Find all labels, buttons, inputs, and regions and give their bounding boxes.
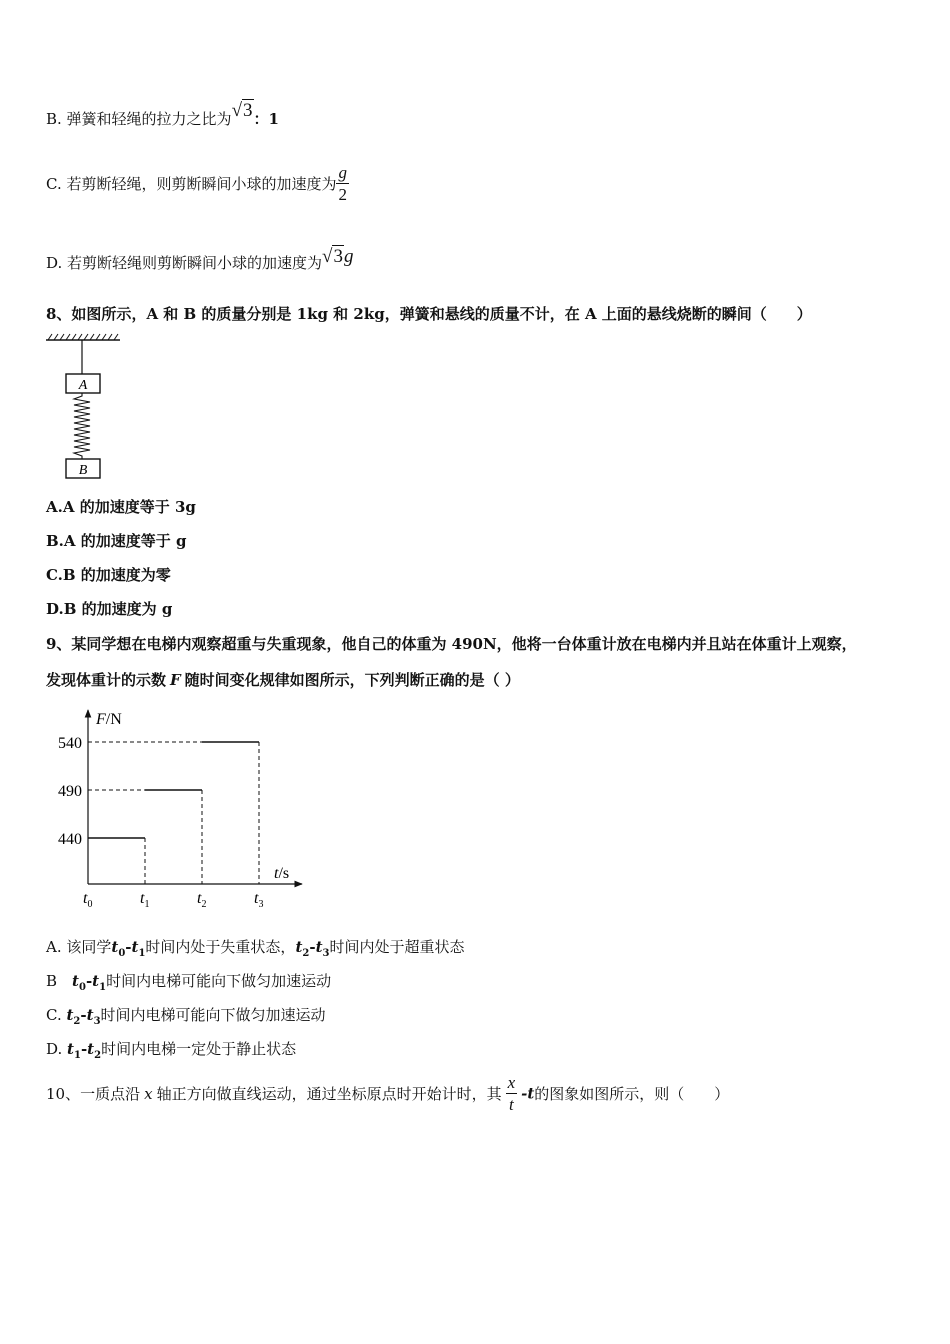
q10-stem: 10、一质点沿 x 轴正方向做直线运动，通过坐标原点时开始计时，其 $\frac{x}{t}$ -t的图象如图所示，则（ ） [46,1073,730,1114]
q8-option-a: A.A 的加速度等于 3g [46,498,196,516]
series-line [88,742,259,884]
x-tick-label-t0: $t_0$ [83,890,93,910]
y-axis-label: F/N [96,711,122,728]
q9-option-d: D. $t_1-t_2$时间内电梯一定处于静止状态 [46,1040,297,1061]
block-a-label: A [78,378,88,393]
q9-stem-line2: 发现体重计的示数 F 随时间变化规律如图所示，下列判断正确的是（ ） [46,671,520,689]
q8-stem: 8、如图所示，A 和 B 的质量分别是 1kg 和 2kg，弹簧和悬线的质量不计，在 A 上面的悬线烧断的瞬间（ ） [46,305,812,323]
y-tick-label-440: 440 [58,831,82,848]
sqrt-3: √3 [231,100,253,121]
x-over-t-fraction: $\frac{x}{t}$ [507,1073,516,1114]
x-tick-label-t2: $t_2$ [197,890,207,910]
sqrt-3g: √3g [322,246,354,267]
y-tick-labels [58,735,82,848]
q8-option-c: C.B 的加速度为零 [46,566,171,584]
y-tick-label-490: 490 [58,783,82,800]
q9-option-b: B $t_0-t_1$时间内电梯可能向下做匀加速运动 [46,972,332,993]
q9-option-c: C. $t_2-t_3$时间内电梯可能向下做匀加速运动 [46,1006,326,1027]
q8-spring-figure [44,332,124,484]
q8-option-d: D.B 的加速度为 g [46,600,173,618]
x-axis-label: t/s [274,865,290,882]
x-tick-label-t3: $t_3$ [254,890,264,910]
spring [74,393,90,459]
q8-option-b: B.A 的加速度等于 g [46,532,187,550]
x-tick-labels [83,890,263,910]
q7-option-c: C. 若剪断轻绳，则剪断瞬间小球的加速度为 $\frac{g}{2}$ [46,163,347,204]
q9-stem-line1: 9、某同学想在电梯内观察超重与失重现象，他自己的体重为 490N，他将一台体重计放在电梯内并且站在体重计上观察， [46,635,857,653]
force-time-chart [40,700,320,915]
ceiling-hatch [48,334,118,340]
g-over-2-fraction: $\frac{g}{2}$ [338,163,347,204]
q9-option-a: A. 该同学$t_0-t_1$时间内处于失重状态，$t_2-t_3$时间内处于超重状态 [46,938,465,959]
y-tick-label-540: 540 [58,735,82,752]
q7-option-b: B. 弹簧和轻绳的拉力之比为√3：1 [46,100,279,128]
q7-option-d: D. 若剪断轻绳则剪断瞬间小球的加速度为√3g [46,246,354,272]
block-b-label: B [78,463,88,478]
x-tick-label-t1: $t_1$ [140,890,150,910]
